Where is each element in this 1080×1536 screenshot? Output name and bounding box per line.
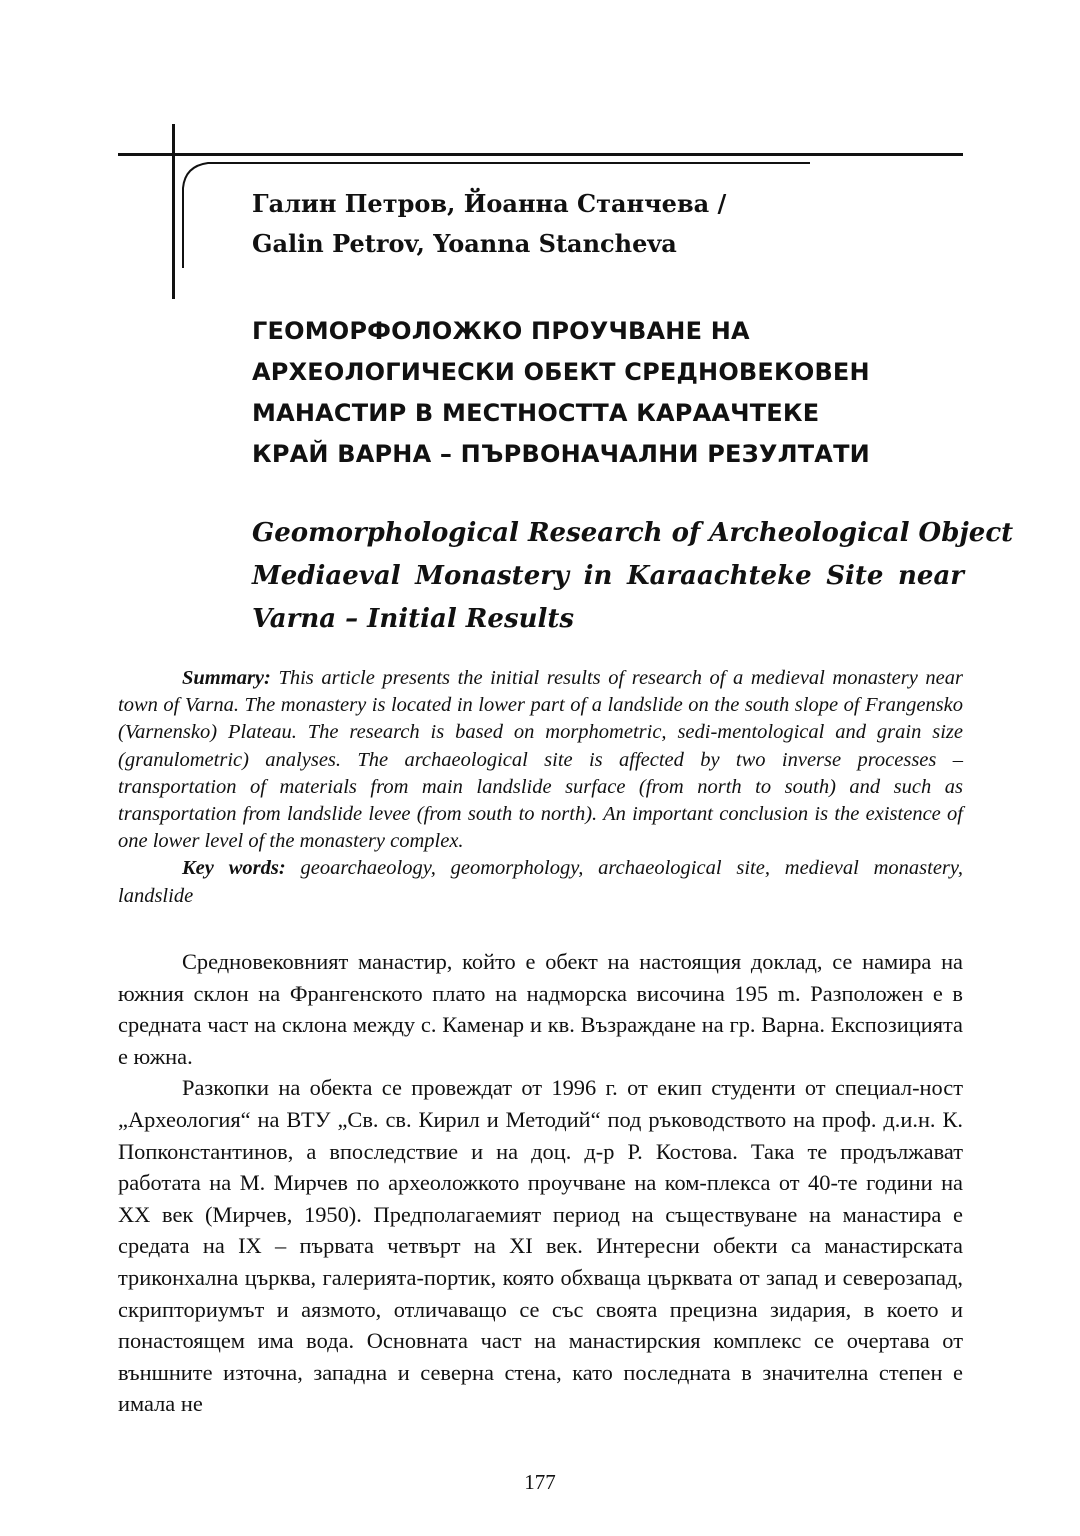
authors-english: Galin Petrov, Yoanna Stancheva <box>252 229 677 258</box>
title-en-line: Geomorphological Research of Archeological Object <box>252 518 1014 548</box>
authors-bulgarian: Галин Петров, Йоанна Станчева / <box>252 189 727 218</box>
summary-paragraph <box>118 665 963 855</box>
crop-mark-vertical-rule <box>172 124 175 299</box>
title-bg-line: ГЕОМОРФОЛОЖКО ПРОУЧВАНЕ НА <box>252 317 750 345</box>
summary-text: This article presents the initial results of research of a medieval monastery near town of Varna. The monastery is located in lower part of a landslide on the south slope of Frangensko (Varnensko) Plateau. The research is based on morphometric, sedi-mentological and grain size (granulometric) analyses. The archaeological site is affected by two inverse processes – transportation of materials from main landslide surface (from north to south) and such as transportation from landslide levee (from south to north). An important conclusion is the existence of one lower level of the monastery complex. <box>118 667 963 853</box>
header-thin-rule <box>265 160 810 166</box>
title-bg-line: КРАЙ ВАРНА – ПЪРВОНАЧАЛНИ РЕЗУЛТАТИ <box>252 440 870 468</box>
keywords-paragraph <box>118 855 963 909</box>
title-bg-line: МАНАСТИР В МЕСТНОСТТА КАРААЧТЕКЕ <box>252 399 820 427</box>
title-en-line: Varna – Initial Results <box>252 604 575 634</box>
title-bulgarian <box>252 311 972 475</box>
summary-label: Summary: <box>182 667 271 689</box>
abstract-block <box>118 665 963 910</box>
keywords-label: Key words: <box>182 857 286 880</box>
authors-block <box>252 184 952 264</box>
title-english <box>252 512 1014 641</box>
keywords-text: geoarchaeology, geomorphology, archaeological site, medieval monastery, landslide <box>118 857 964 907</box>
header-horizontal-rule <box>118 153 963 156</box>
page-number: 177 <box>524 1470 556 1494</box>
body-paragraph: Средновековният манастир, който е обект на настоящия доклад, се намира на южния склон на Франгенското плато на надморска височина 195 m. Разположен е в средната част на склона между с. Каменар и кв. Възраждане на гр. Варна. Експозицията е южна. <box>118 949 963 1069</box>
body-text <box>118 946 963 1420</box>
title-bg-line: АРХЕОЛОГИЧЕСКИ ОБЕКТ СРЕДНОВЕКОВЕН <box>252 358 870 386</box>
body-paragraph: Разкопки на обекта се провеждат от 1996 г. от екип студенти от специал-ност „Археология“ на ВТУ „Св. св. Кирил и Методий“ под ръководството на проф. д.и.н. К. Попконстантинов, а впоследствие и на доц. д-р Р. Костова. Така те продължават работата на М. Мирчев по археоложкото проучване на ком-плекса от 40-те години на XX век (Мирчев, 1950). Предполагаемият период на съществуване на манастира е средата на IX – първата четвърт на XI век. Интересни обекти са манастирската триконхална църква, галерията-портик, която обхваща църквата от запад и северозапад, скрипториумът и аязмото, отличаващо се със своята прецизна зидария, в което и понастоящем има вода. Основната част на манастирския комплекс се очертава от външните източна, западна и северна стена, като последната в значителна степен е имала не <box>118 1075 963 1417</box>
title-en-line: Mediaeval Monastery in Karaachteke Site near <box>252 561 964 591</box>
